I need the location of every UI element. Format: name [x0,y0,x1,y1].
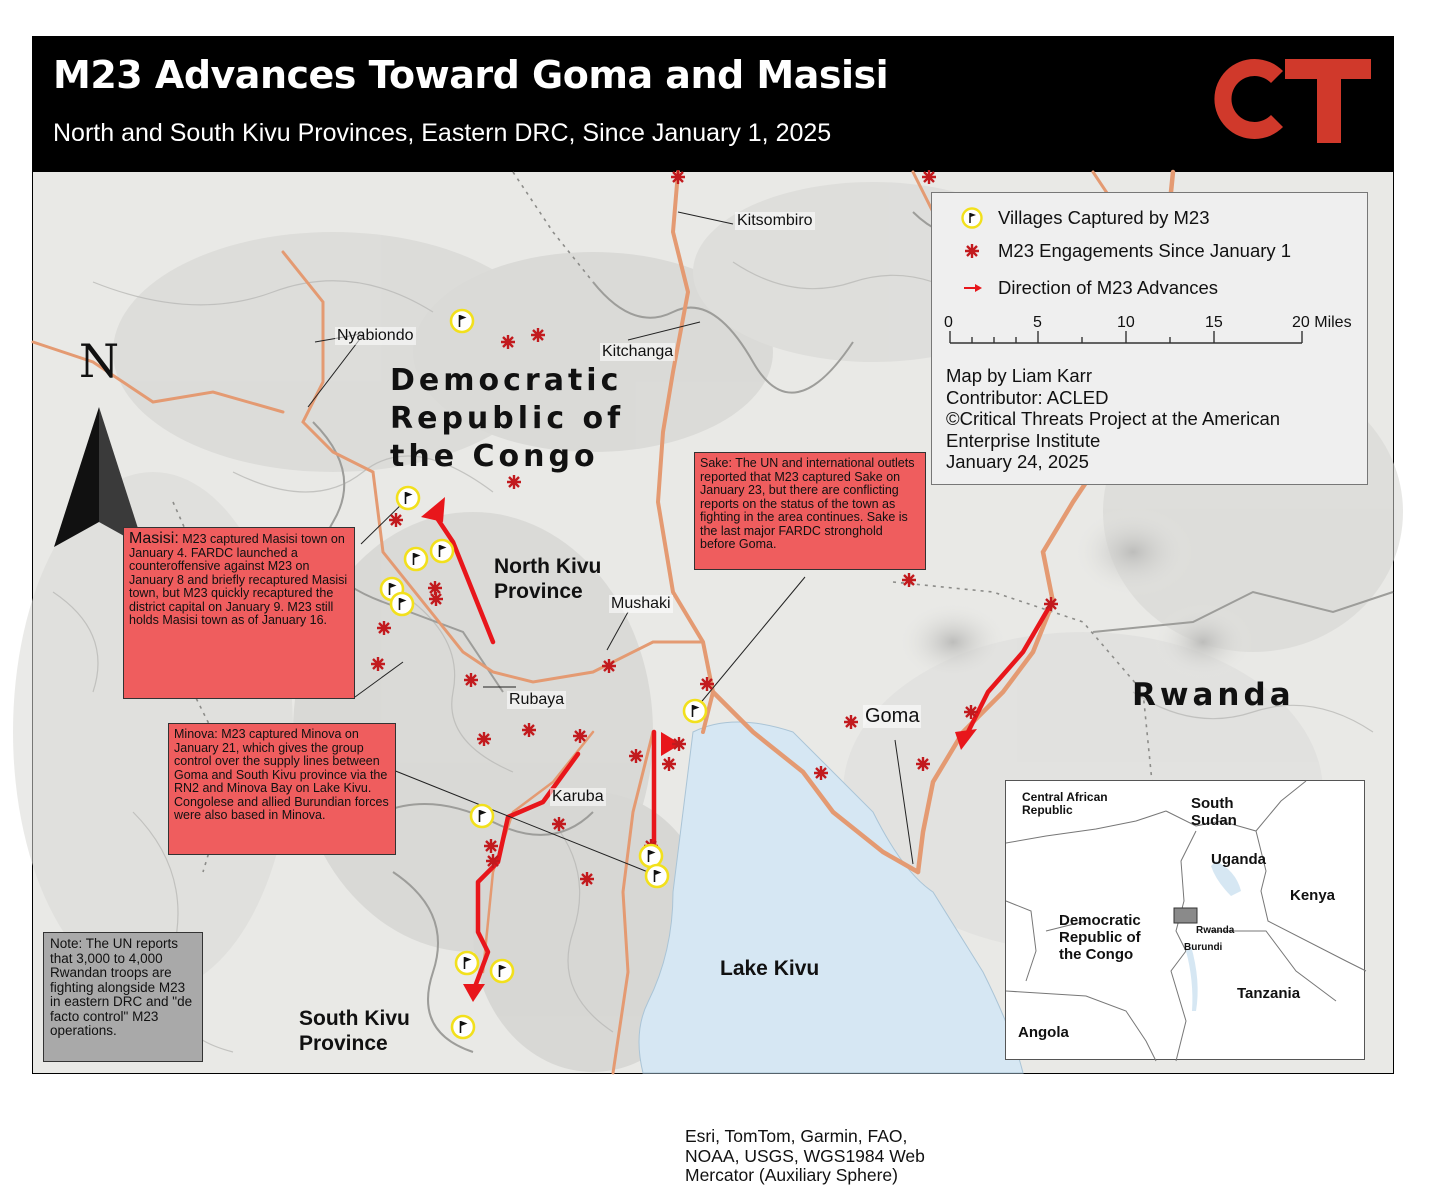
inset-south-sudan [1191,795,1237,829]
map-frame [32,36,1394,1185]
sake-callout [694,452,926,570]
scale-tick-0: 0 [944,314,953,331]
inset-drc-line1: Democratic [1059,912,1141,929]
inset-tanzania: Tanzania [1237,985,1301,1002]
inset-uganda: Uganda [1211,851,1267,868]
scale-tick-15: 15 [1205,314,1223,331]
north-kivu-label [494,554,601,604]
north-kivu-line2: Province [494,580,583,603]
drc-label [390,362,624,476]
inset-study-area [1174,908,1197,923]
inset-south-sudan-line1: South [1191,795,1234,812]
map-subtitle: North and South Kivu Provinces, Eastern DRC, Since January 1, 2025 [53,119,832,147]
masisi-callout [123,527,355,699]
engagement-star-icon [960,239,984,263]
place-kitsombiro: Kitsombiro [737,212,813,229]
inset-kenya: Kenya [1290,887,1336,904]
scale-tick-20: 20 Miles [1292,314,1352,331]
minova-callout [168,723,396,855]
masisi-callout-head: Masisi: [129,530,179,547]
sake-callout-body: Sake: The UN and international outlets reported that M23 captured Sake on January 23, but there are conflicting reports on the status of the town as fighting in the area continues. Sake is the last major FARDC stronghold before Goma. [700,456,915,551]
north-kivu-line1: North Kivu [494,555,602,578]
map-attribution: Esri, TomTom, Garmin, FAO, NOAA, USGS, WGS1984 Web Mercator (Auxiliary Sphere) [685,1126,925,1185]
legend-engagements-label: M23 Engagements Since January 1 [998,240,1292,261]
north-arrow [49,322,149,562]
scale-tick-5: 5 [1033,314,1042,331]
legend [931,192,1368,485]
drc-label-line3: the Congo [390,439,599,474]
scale-tick-10: 10 [1117,314,1135,331]
place-kitchanga: Kitchanga [602,343,674,360]
inset-drc-line2: Republic of [1059,929,1141,946]
place-karuba: Karuba [552,788,604,805]
header [33,37,1393,172]
place-rubaya: Rubaya [509,691,565,708]
south-kivu-line2: Province [299,1032,388,1055]
north-label: N [78,334,120,388]
south-kivu-line1: South Kivu [299,1007,410,1030]
inset-burundi: Burundi [1184,942,1223,953]
map-canvas [33,172,1393,1185]
inset-drc [1059,912,1141,963]
inset-car [1022,791,1108,817]
credit-contributor: Contributor: ACLED [946,386,1109,408]
drc-label-line1: Democratic [390,363,623,398]
inset-angola: Angola [1018,1024,1069,1041]
legend-villages-label: Villages Captured by M23 [998,207,1210,228]
inset-car-line1: Central African [1022,790,1108,804]
credit-copyright-2: Enterprise Institute [946,429,1101,451]
inset-car-line2: Republic [1022,803,1073,817]
note-text: Note: The UN reports that 3,000 to 4,000 Rwandan troops are fighting alongside M23 in eastern DRC and "de facto control" M23 operations. [50,936,193,1038]
village-flag-icon [960,206,984,230]
ct-logo [1213,49,1373,149]
credit-date: January 24, 2025 [946,451,1089,472]
map-title: M23 Advances Toward Goma and Masisi [53,53,889,97]
legend-advances-label: Direction of M23 Advances [998,277,1219,298]
south-kivu-label [299,1006,410,1056]
inset-south-sudan-line2: Sudan [1191,812,1237,829]
credit-copyright: ©Critical Threats Project at the American [946,408,1281,429]
place-mushaki: Mushaki [611,595,671,612]
note-box [43,932,203,1062]
inset-rwanda: Rwanda [1196,925,1235,936]
rwanda-label: Rwanda [1132,677,1295,713]
credit-author: Map by Liam Karr [946,365,1092,386]
masisi-callout-body: M23 captured Masisi town on January 4. FARDC launched a counteroffensive against M23 on January 8 and briefly recaptured Masisi town, but M23 quickly recaptured the district capital on January 9. M23 still holds Masisi town as of January 16. [129,532,348,627]
legend-credits [946,365,1280,473]
minova-callout-body: Minova: M23 captured Minova on January 21, which gives the group control over the supply lines between Goma and South Kivu province via the RN2 and Minova Bay on Lake Kivu. Congolese and allied Burundian forces were also based in Minova. [174,727,389,822]
lake-kivu-label: Lake Kivu [720,957,820,980]
place-goma: Goma [865,705,920,727]
place-nyabiondo: Nyabiondo [337,327,414,344]
inset-map [1005,780,1365,1060]
drc-label-line2: Republic of [390,401,625,436]
advance-arrow-icon [960,276,984,300]
inset-drc-line3: the Congo [1059,946,1134,963]
